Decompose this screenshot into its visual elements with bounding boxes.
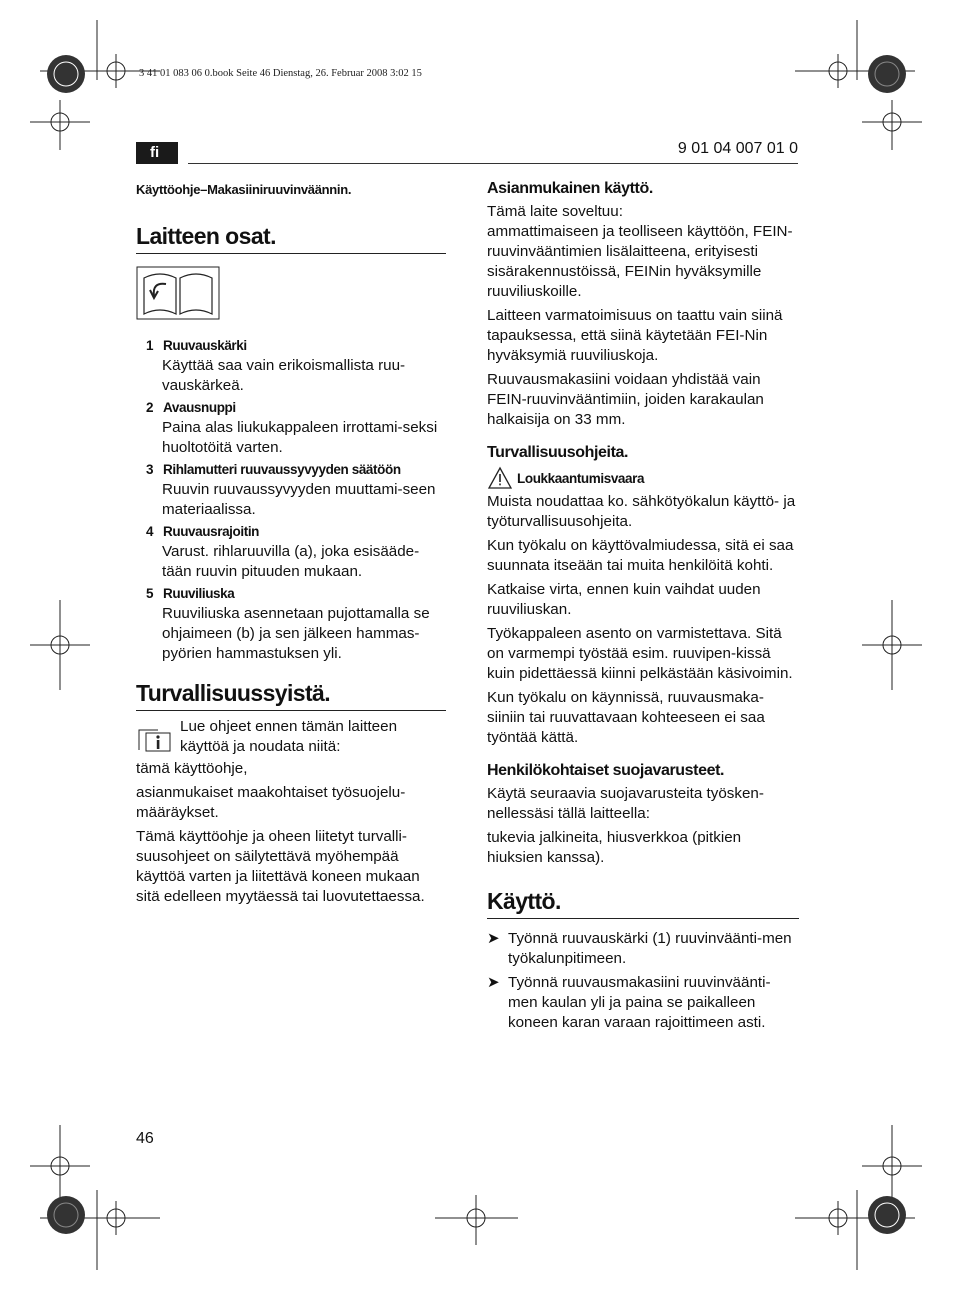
left-column: [136, 180, 446, 911]
warning-label: [487, 466, 799, 490]
part-label: Ruuvauskärki: [163, 338, 247, 353]
header-rule: [188, 163, 798, 164]
use-paragraph: Laitteen varmatoimisuus on taattu vain siinä tapauksessa, että siinä käytetään FEI-Nin hyväksymiä ruuviliuskoja.: [487, 307, 783, 364]
bullet-arrow-icon: ➤: [487, 974, 500, 991]
warning-text: Loukkaantumisvaara: [517, 470, 645, 486]
bullet-arrow-icon: ➤: [487, 930, 500, 947]
part-item: [136, 524, 446, 582]
parts-list: [136, 338, 446, 664]
operation-step: [487, 973, 799, 1033]
info-icon: [136, 727, 172, 753]
safety-tip: Katkaise virta, ennen kuin vaihdat uuden ruuviliuskan.: [487, 581, 761, 618]
part-description: Paina alas liukukappaleen irrottami-seksi huoltotöitä varten.: [162, 419, 438, 456]
operation-heading: Käyttö.: [487, 888, 799, 919]
part-number: 1: [146, 338, 154, 353]
safety-tips-heading: Turvallisuusohjeita.: [487, 444, 629, 461]
part-label: Ruuviliuska: [163, 586, 235, 601]
step-text: Työnnä ruuvausmakasiini ruuvinväänti-men kaulan yli ja paina se paikalleen koneen karan varaan rajoittimeen asti.: [508, 974, 771, 1031]
part-item: [136, 400, 446, 458]
ppe-paragraph: tukevia jalkineita, hiusverkkoa (pitkien hiuksien kanssa).: [487, 829, 742, 866]
safety-heading: Turvallisuussyistä.: [136, 680, 446, 711]
safety-tip: Kun työkalu on käyttövalmiudessa, sitä ei saa suunnata itseään tai muita henkilöitä kohti.: [487, 537, 794, 574]
safety-tip: Muista noudattaa ko. sähkötyökalun käyttö- ja työturvallisuusohjeita.: [487, 493, 796, 530]
safety-paragraph: Tämä käyttöohje ja oheen liitetyt turvalli-suusohjeet on säilytettävä myöhempää käyttöä varten ja liitettävä koneen mukaan sitä edelleen myytäessä tai luovutettaessa.: [136, 828, 425, 905]
ppe-paragraph: Käytä seuraavia suojavarusteita työsken-nellessäsi tällä laitteella:: [487, 785, 764, 822]
part-number: 5: [146, 586, 154, 601]
use-paragraph: Ruuvausmakasiini voidaan yhdistää vain FEIN-ruuvinvääntimiin, joiden karakaulan halkaisija on 33 mm.: [487, 371, 764, 428]
page-number: 46: [136, 1130, 154, 1147]
part-label: Rihlamutteri ruuvaussyvyyden säätöön: [163, 462, 401, 477]
slug-line: 3 41 01 083 06 0.book Seite 46 Dienstag, 26. Februar 2008 3:02 15: [139, 68, 422, 79]
step-text: Työnnä ruuvauskärki (1) ruuvinväänti-men työkalunpitimeen.: [508, 930, 792, 967]
use-heading: Asianmukainen käyttö.: [487, 180, 653, 197]
safety-paragraph: asianmukaiset maakohtaiset työsuojelu-määräykset.: [136, 784, 406, 821]
warning-triangle-icon: [487, 466, 513, 490]
info-notice: [136, 717, 446, 757]
safety-tip: Työkappaleen asento on varmistettava. Sitä on varmempi työstää esim. ruuvipen-kissä kuin pidettäessä kiinni pelkästään käsivoimin.: [487, 625, 793, 682]
document-number: 9 01 04 007 01 0: [677, 140, 798, 157]
part-item: [136, 462, 446, 520]
parts-heading: Laitteen osat.: [136, 223, 446, 254]
manual-subtitle: Käyttöohje–Makasiiniruuvinväännin.: [136, 182, 352, 197]
part-description: Ruuvin ruuvaussyvyyden muuttami-seen materiaalissa.: [162, 481, 436, 518]
part-number: 4: [146, 524, 154, 539]
part-item: [136, 586, 446, 664]
operation-step: [487, 929, 799, 969]
book-icon: [136, 266, 446, 320]
part-label: Ruuvausrajoitin: [163, 524, 260, 539]
part-label: Avausnuppi: [163, 400, 236, 415]
safety-tip: Kun työkalu on käynnissä, ruuvausmaka-siiniin tai ruuvattavaan kohteeseen ei saa työntää kättä.: [487, 689, 765, 746]
part-description: Varust. rihlaruuvilla (a), joka esisääde-tään ruuvin pituuden mukaan.: [162, 543, 420, 580]
part-number: 2: [146, 400, 154, 415]
part-number: 3: [146, 462, 154, 477]
part-description: Ruuviliuska asennetaan pujottamalla se ohjaimeen (b) ja sen jälkeen hammas-pyörien hammastuksen yli.: [162, 605, 430, 662]
ppe-heading: Henkilökohtaiset suojavarusteet.: [487, 762, 725, 779]
info-text: Lue ohjeet ennen tämän laitteen käyttöä ja noudata niitä:: [180, 718, 398, 755]
part-description: Käyttää saa vain erikoismallista ruu-vauskärkeä.: [162, 357, 406, 394]
language-tab: fi: [136, 142, 178, 164]
safety-paragraph: tämä käyttöohje,: [136, 760, 248, 777]
part-item: [136, 338, 446, 396]
right-column: [487, 180, 799, 1037]
use-paragraph: Tämä laite soveltuu: ammattimaiseen ja teolliseen käyttöön, FEIN-ruuvinvääntimien lisälaitteena, erityisesti sisärakennustöissä, FEINin hyväksymille ruuviliuskoille.: [487, 203, 793, 300]
